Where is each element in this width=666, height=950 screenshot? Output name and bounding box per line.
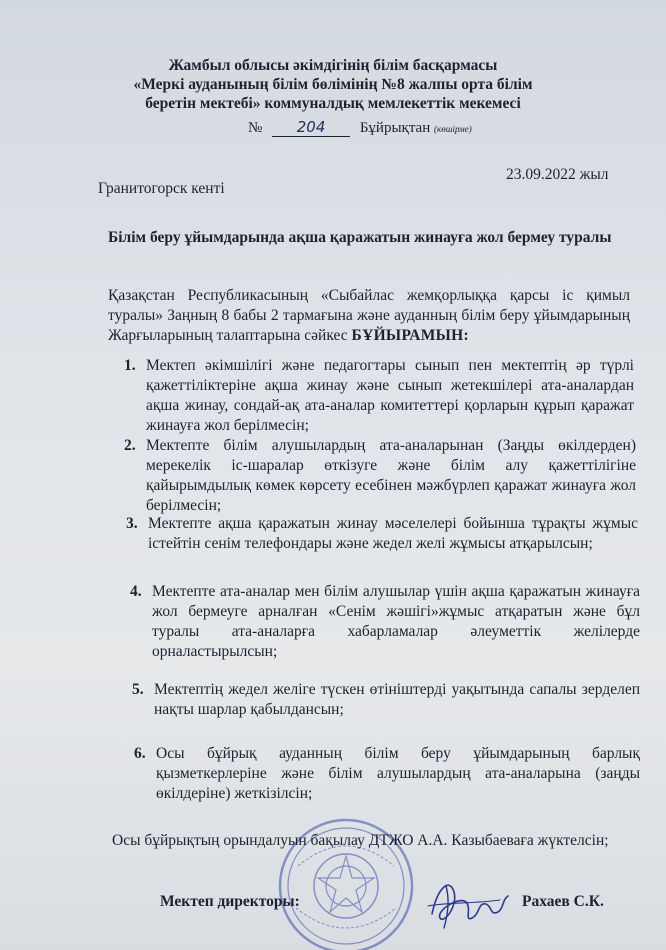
item-number: 6.	[134, 745, 146, 762]
order-label: Бұйрықтан	[359, 120, 431, 136]
intro-text: Қазақстан Республикасының «Сыбайлас жемқорлыққа қарсы іс қимыл туралы» Заңның 8 бабы 2 тармағына және ауданның білім беру ұйымдарының Жарғыларының талаптарына сәйкес	[108, 287, 630, 344]
signature-title: Мектеп директоры:	[160, 893, 300, 910]
document-title: Білім беру ұйымдарында ақша қаражатын жинауға жол бермеу туралы	[108, 229, 612, 246]
order-number: 204	[272, 118, 350, 137]
item-text: Осы бұйрық ауданның білім беру ұйымдарының барлық қызметкерлеріне және білім алушылардың ата-аналарына (заңды өкілдеріне) жеткізілсін;	[156, 745, 640, 802]
order-label-note: (көшірме)	[434, 124, 472, 134]
item-number: 5.	[132, 681, 144, 698]
list-item	[124, 356, 634, 436]
item-number: 1.	[124, 357, 136, 374]
handwritten-signature-icon	[420, 866, 510, 936]
signature-name: Рахаев С.К.	[522, 893, 604, 910]
item-number: 4.	[130, 583, 142, 600]
item-text: Мектепте ата-аналар мен білім алушылар үшін ақша қаражатын жинауға жол бермеуге арналған «Сенім жәшігі»жұмыс атқаратын және бұл туралы ата-аналарға хабарламалар әлеуметтік желілерде орналастырылсын;	[152, 583, 640, 660]
intro-paragraph	[108, 286, 630, 346]
list-item	[132, 680, 640, 720]
item-number: 3.	[126, 515, 138, 532]
closing-line: Осы бұйрықтың орындалуын бақылау ДТЖО А.А. Казыбаеваға жүктелсін;	[112, 832, 609, 849]
document-place: Гранитогорск кенті	[98, 180, 225, 197]
item-text: Мектеп әкімшілігі және педагогтары сынып пен мектептің әр түрлі қажеттіліктеріне ақша жинау және сынып жетекшілері ата-аналардан ақша жинау, сондай-ақ ата-аналар комитеттері қорларын құрып қаражат жинауға жол берілмесін;	[146, 357, 634, 434]
header-line-2: «Меркі ауданының білім бөлімінің №8 жалпы орта білім	[133, 76, 533, 93]
order-no-label: №	[248, 120, 263, 136]
list-item	[126, 514, 638, 554]
item-number: 2.	[124, 437, 136, 454]
item-text: Мектепте ақша қаражатын жинау мәселелері бойынша тұрақты жұмыс істейтін сенім телефондары және жедел желі жұмысы атқарылсын;	[148, 515, 638, 552]
item-text: Мектептің жедел желіге түскен өтініштерді уақытында сапалы зерделеп нақты шарлар қабылдансын;	[154, 681, 640, 718]
header-line-1: Жамбыл облысы әкімдігінің білім басқармасы	[168, 57, 498, 74]
header-line-3: беретін мектебі» коммуналдық мемлекеттік мекемесі	[145, 95, 521, 112]
order-number-line	[248, 118, 472, 137]
list-item	[134, 744, 640, 804]
list-item	[124, 436, 636, 516]
list-item	[130, 582, 640, 662]
item-text: Мектепте білім алушылардың ата-аналарынан (Заңды өкілдерден) мерекелік іс-шаралар өткізуге және білім алу қажеттілігіне қайырымдылық көмек көрсету есебінен мәжбүрлеп қаражат жинауға жол берілмесін;	[146, 437, 636, 514]
document-header	[0, 56, 666, 113]
intro-emphasis: БҰЙЫРАМЫН:	[351, 327, 469, 344]
document-date: 23.09.2022 жыл	[506, 166, 609, 183]
